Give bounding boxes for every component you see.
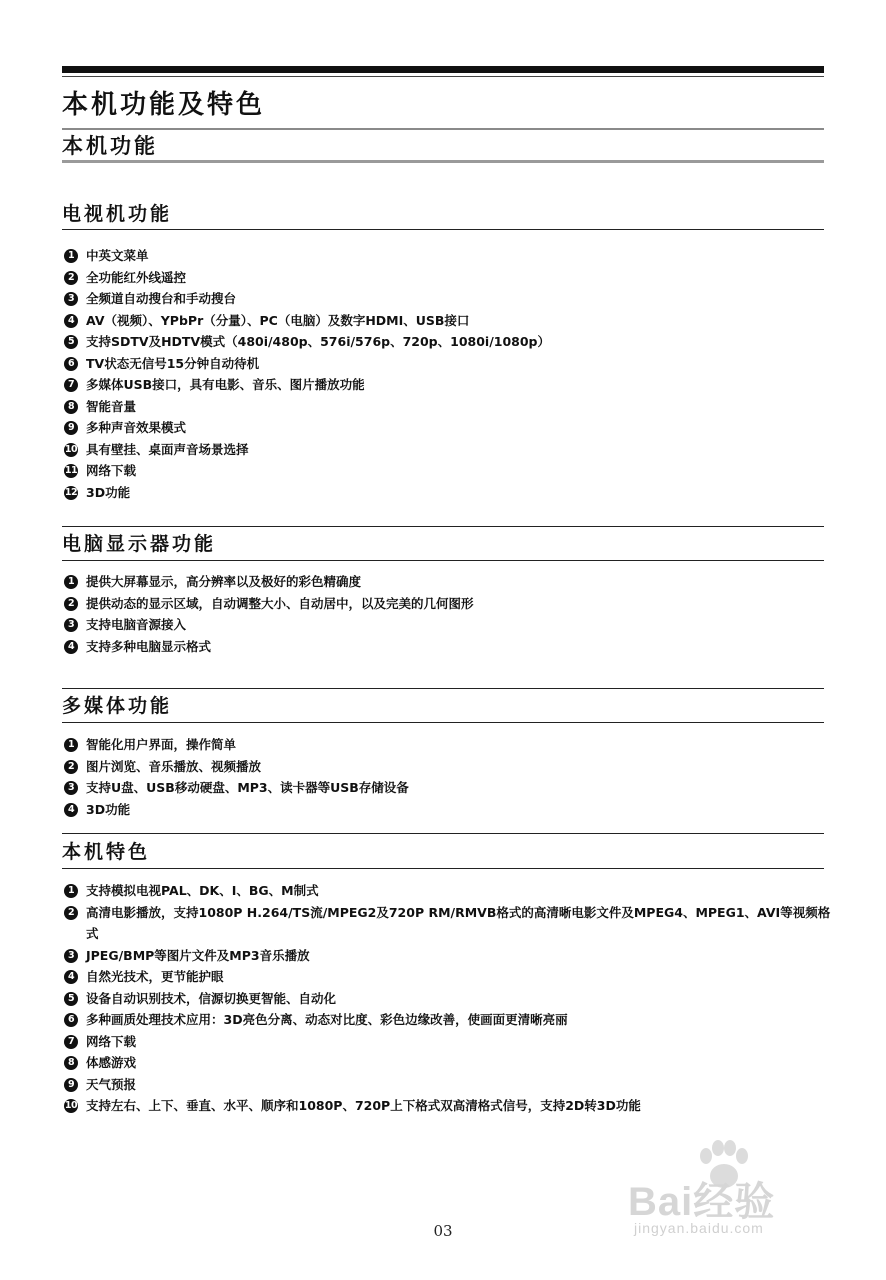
item-text: 支持模拟电视PAL、DK、I、BG、M制式 bbox=[86, 883, 319, 898]
watermark-url: jingyan.baidu.com bbox=[634, 1220, 764, 1236]
item-number-badge: 7 bbox=[64, 378, 78, 392]
list-item bbox=[64, 482, 834, 504]
list-item bbox=[64, 1009, 834, 1031]
item-text: 网络下载 bbox=[86, 463, 137, 478]
item-number-badge: 4 bbox=[64, 314, 78, 328]
item-number-badge: 5 bbox=[64, 992, 78, 1006]
list-item bbox=[64, 777, 834, 799]
item-number-badge: 1 bbox=[64, 884, 78, 898]
item-number-badge: 2 bbox=[64, 760, 78, 774]
item-number-badge: 10 bbox=[64, 443, 78, 455]
item-number-badge: 4 bbox=[64, 803, 78, 817]
item-number-badge: 9 bbox=[64, 1078, 78, 1092]
item-text: 中英文菜单 bbox=[86, 248, 149, 263]
item-text: 支持多种电脑显示格式 bbox=[86, 638, 212, 654]
item-number-badge: 3 bbox=[64, 618, 78, 632]
watermark-brand: Bai经验 bbox=[628, 1180, 776, 1224]
list-item bbox=[64, 267, 834, 289]
list-item bbox=[64, 1031, 834, 1053]
section-title-pc: 电脑显示器功能 bbox=[62, 533, 217, 555]
list-item bbox=[64, 945, 834, 967]
item-number-badge: 2 bbox=[64, 597, 78, 611]
item-number-badge: 3 bbox=[64, 781, 78, 795]
list-item bbox=[64, 614, 834, 636]
item-number-badge: 10 bbox=[64, 1100, 78, 1111]
list-item bbox=[64, 571, 834, 593]
item-text: 多种画质处理技术应用：3D亮色分离、动态对比度、彩色边缘改善，使画面更清晰亮丽 bbox=[86, 1012, 568, 1027]
list-item bbox=[64, 1074, 834, 1096]
list-item bbox=[64, 245, 834, 267]
item-number-badge: 2 bbox=[64, 271, 78, 285]
item-number-badge: 1 bbox=[64, 575, 78, 589]
header-rule-thin bbox=[62, 76, 824, 77]
list-item bbox=[64, 880, 834, 902]
sub-title-divider bbox=[62, 160, 824, 163]
item-number-badge: 6 bbox=[64, 357, 78, 371]
section-rule-top-pc bbox=[62, 526, 824, 527]
item-text: 高清电影播放，支持1080P H.264/TS流/MPEG2及720P RM/RMVB格式的高清晰电影文件及MPEG4、MPEG1、AVI等视频格式 bbox=[86, 904, 831, 941]
list-item bbox=[64, 988, 834, 1010]
list-item bbox=[64, 417, 834, 439]
item-number-badge: 8 bbox=[64, 400, 78, 414]
list-item bbox=[64, 288, 834, 310]
item-text: 全功能红外线遥控 bbox=[86, 269, 187, 285]
list-item bbox=[64, 1052, 834, 1074]
list-item bbox=[64, 1095, 834, 1117]
item-text: 具有壁挂、桌面声音场景选择 bbox=[86, 441, 249, 457]
section-rule-top-media bbox=[62, 688, 824, 689]
title-divider bbox=[62, 128, 824, 130]
item-text: 设备自动识别技术，信源切换更智能、自动化 bbox=[86, 990, 337, 1006]
sub-title: 本机功能 bbox=[62, 134, 158, 158]
section-divider-tv bbox=[62, 229, 824, 230]
list-item bbox=[64, 902, 834, 945]
section-divider-features bbox=[62, 868, 824, 869]
item-text: 多种声音效果模式 bbox=[86, 420, 187, 435]
pc-feature-list bbox=[64, 571, 834, 657]
list-item bbox=[64, 799, 834, 821]
item-number-badge: 7 bbox=[64, 1035, 78, 1049]
media-feature-list bbox=[64, 734, 834, 820]
page-title: 本机功能及特色 bbox=[62, 90, 266, 120]
item-text: 支持左右、上下、垂直、水平、顺序和1080P、720P上下格式双高清格式信号，支持2D转3D功能 bbox=[86, 1098, 641, 1113]
section-title-media: 多媒体功能 bbox=[62, 695, 173, 717]
item-number-badge: 1 bbox=[64, 249, 78, 263]
item-number-badge: 3 bbox=[64, 292, 78, 306]
item-number-badge: 1 bbox=[64, 738, 78, 752]
item-number-badge: 4 bbox=[64, 970, 78, 984]
item-text: 提供大屏幕显示，高分辨率以及极好的彩色精确度 bbox=[86, 574, 362, 589]
tv-feature-list bbox=[64, 245, 834, 503]
item-text: 支持电脑音源接入 bbox=[86, 617, 187, 632]
list-item bbox=[64, 374, 834, 396]
features-list bbox=[64, 880, 834, 1117]
item-text: 智能音量 bbox=[86, 398, 137, 414]
item-text: 3D功能 bbox=[86, 801, 131, 817]
list-item bbox=[64, 396, 834, 418]
list-item bbox=[64, 460, 834, 482]
list-item bbox=[64, 353, 834, 375]
section-title-tv: 电视机功能 bbox=[62, 203, 173, 225]
item-text: 智能化用户界面，操作简单 bbox=[86, 737, 237, 752]
item-text: 图片浏览、音乐播放、视频播放 bbox=[86, 758, 262, 774]
item-number-badge: 9 bbox=[64, 421, 78, 435]
list-item bbox=[64, 636, 834, 658]
list-item bbox=[64, 966, 834, 988]
item-text: 网络下载 bbox=[86, 1033, 137, 1049]
item-text: 支持U盘、USB移动硬盘、MP3、读卡器等USB存储设备 bbox=[86, 780, 409, 795]
item-text: 支持SDTV及HDTV模式（480i/480p、576i/576p、720p、1080i/1080p） bbox=[86, 334, 551, 349]
item-number-badge: 6 bbox=[64, 1013, 78, 1027]
item-number-badge: 4 bbox=[64, 640, 78, 654]
item-number-badge: 12 bbox=[64, 486, 78, 498]
list-item bbox=[64, 310, 834, 332]
item-text: 全频道自动搜台和手动搜台 bbox=[86, 291, 237, 306]
item-text: 提供动态的显示区域，自动调整大小、自动居中，以及完美的几何图形 bbox=[86, 595, 474, 611]
item-text: 多媒体USB接口，具有电影、音乐、图片播放功能 bbox=[86, 377, 365, 392]
item-text: JPEG/BMP等图片文件及MP3音乐播放 bbox=[86, 947, 310, 963]
list-item bbox=[64, 756, 834, 778]
item-text: 3D功能 bbox=[86, 484, 131, 500]
section-divider-media bbox=[62, 722, 824, 723]
list-item bbox=[64, 331, 834, 353]
section-title-features: 本机特色 bbox=[62, 841, 151, 863]
header-rule bbox=[62, 66, 824, 73]
item-number-badge: 11 bbox=[64, 465, 78, 476]
list-item bbox=[64, 593, 834, 615]
item-text: 自然光技术，更节能护眼 bbox=[86, 969, 224, 984]
item-text: 天气预报 bbox=[86, 1076, 137, 1092]
item-number-badge: 5 bbox=[64, 335, 78, 349]
page-number: 03 bbox=[433, 1222, 453, 1240]
item-number-badge: 3 bbox=[64, 949, 78, 963]
section-rule-top-features bbox=[62, 833, 824, 834]
list-item bbox=[64, 439, 834, 461]
item-text: 体感游戏 bbox=[86, 1055, 137, 1070]
section-divider-pc bbox=[62, 560, 824, 561]
list-item bbox=[64, 734, 834, 756]
item-number-badge: 2 bbox=[64, 906, 78, 920]
item-number-badge: 8 bbox=[64, 1056, 78, 1070]
item-text: AV（视频）、YPbPr（分量）、PC（电脑）及数字HDMI、USB接口 bbox=[86, 312, 470, 328]
item-text: TV状态无信号15分钟自动待机 bbox=[86, 355, 260, 371]
